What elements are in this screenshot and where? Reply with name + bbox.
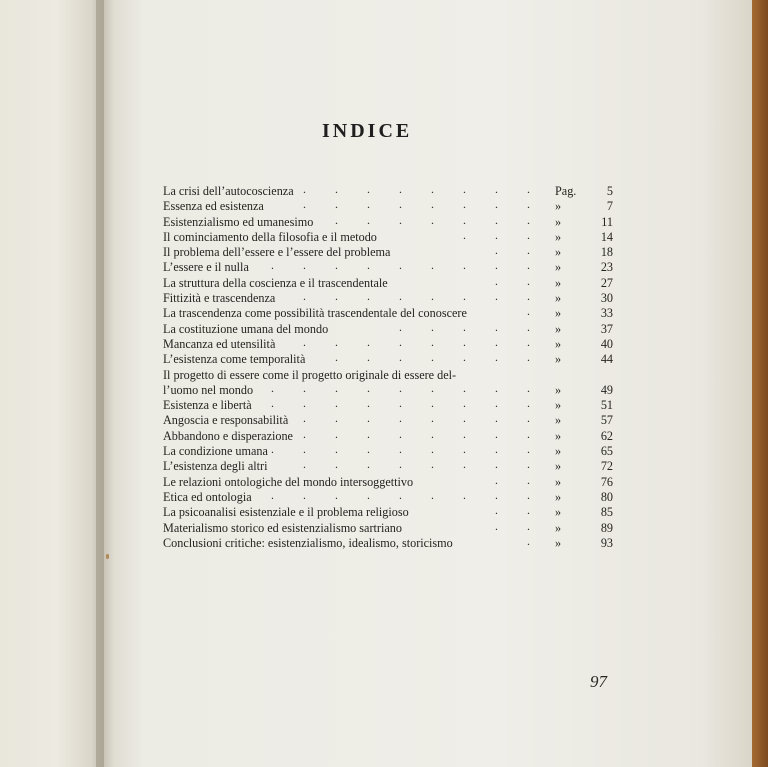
toc-entry (163, 487, 613, 505)
toc-entry-page: 33 (600, 306, 613, 321)
toc-entry (163, 260, 613, 275)
toc-entry-prefix: » (555, 444, 562, 459)
toc-entry-title: La struttura della coscienza e il trascendentale (163, 275, 388, 290)
toc-entry-prefix: » (555, 260, 562, 275)
toc-entry (163, 505, 613, 520)
page-number: 97 (590, 672, 607, 691)
toc-entry-title: Esistenzialismo ed umanesimo (163, 214, 314, 229)
toc-entry-title: L’esistenza degli altri (163, 459, 268, 474)
page-edge (752, 0, 768, 767)
toc-entry-prefix: » (555, 214, 562, 229)
toc-entry-leader: . . . . . . . . (303, 289, 543, 304)
toc-entry-page: 85 (600, 505, 613, 520)
toc-entry-leader: . . (495, 503, 543, 518)
toc-entry-page: 89 (600, 520, 613, 535)
toc-entry-title: Il progetto di essere come il progetto originale di essere del- (163, 367, 457, 382)
toc-entry-page: 23 (600, 260, 613, 275)
toc-entry-title: La psicoanalisi esistenziale e il problema religioso (163, 505, 409, 520)
toc-entry-page: 14 (600, 229, 613, 244)
toc-entry-leader: . . . . . . . . (303, 411, 543, 426)
toc-entry-leader: . (527, 304, 543, 319)
toc-entry (163, 352, 613, 367)
toc-entry-prefix: » (555, 306, 562, 321)
toc-entry-prefix: » (555, 520, 562, 535)
toc-entry-prefix: » (555, 291, 562, 306)
toc-entry-prefix: » (555, 321, 562, 336)
toc-entry-title: Materialismo storico ed esistenzialismo sartriano (163, 520, 402, 535)
toc-entry-page: 37 (600, 321, 613, 336)
toc-entry-page: 72 (600, 459, 613, 474)
toc-entry-page: 51 (600, 398, 613, 413)
toc-entry-page: 11 (601, 214, 613, 229)
toc-entry-leader: . . . . . . . . (303, 426, 543, 441)
toc-entry-prefix: » (555, 245, 562, 260)
toc-entry-prefix: » (555, 505, 562, 520)
toc-entry-leader: . . . . . . . . . (271, 487, 543, 502)
toc-entry-leader: . . . . . . . (335, 350, 543, 365)
toc-entry-prefix: » (555, 535, 562, 550)
toc-entry-title: Abbandono e disperazione (163, 428, 293, 443)
toc-entry-leader: . . (495, 243, 543, 258)
toc-entry-title: La trascendenza come possibilità trascendentale del conoscere (163, 306, 467, 321)
toc-entry-leader: . . (495, 472, 543, 487)
toc-entry-leader: . . (495, 518, 543, 533)
toc-entry-prefix: » (555, 489, 562, 504)
toc-entry-title: Esistenza e libertà (163, 398, 252, 413)
toc-entry-title: Il problema dell’essere e l’essere del problema (163, 245, 391, 260)
toc-entry-leader: . (527, 533, 543, 548)
toc-entry-title: Fittizità e trascendenza (163, 291, 276, 306)
toc-entry-title: L’esistenza come temporalità (163, 352, 306, 367)
toc-entry-prefix: » (555, 275, 562, 290)
toc-entry-prefix: » (555, 413, 562, 428)
toc-entry-title: La crisi dell’autocoscienza (163, 184, 294, 198)
toc-entry-title: La condizione umana (163, 444, 268, 459)
toc-entry-prefix: » (555, 474, 562, 489)
toc-entry-prefix: » (555, 336, 562, 351)
toc-entry-leader: . . . . . . . . . (271, 396, 543, 411)
toc-entry-title: Conclusioni critiche: esistenzialismo, idealismo, storicismo (163, 535, 453, 550)
toc-entry-page: 7 (606, 199, 613, 214)
toc-entry-title: Le relazioni ontologiche del mondo intersoggettivo (163, 474, 414, 489)
toc-entry-page: 65 (600, 444, 613, 459)
toc-entry-page: 49 (600, 382, 613, 397)
toc-entry-title: Angoscia e responsabilità (163, 413, 289, 428)
book-gutter (96, 0, 114, 767)
toc-entry-page: 93 (600, 535, 613, 550)
toc-entry-page: 44 (600, 352, 613, 367)
toc-entry-prefix: » (555, 382, 562, 397)
toc-entry (163, 459, 613, 474)
toc-entry-title: Mancanza ed utensilità (163, 336, 276, 351)
toc-entry (163, 291, 613, 306)
toc-entry-page: 57 (600, 413, 613, 428)
toc-entry-page: 62 (600, 428, 613, 443)
toc-entry-prefix: » (555, 428, 562, 443)
toc-entry-title: L’essere e il nulla (163, 260, 249, 275)
toc-entry-leader: . . . . . . . . . (271, 442, 543, 457)
left-page (0, 0, 104, 767)
toc-entry (163, 227, 613, 245)
table-of-contents (163, 184, 613, 551)
toc-entry-leader: . . . . . . . . . (271, 258, 543, 273)
toc-entry (163, 306, 613, 321)
toc-entry-leader: . . . (463, 227, 543, 242)
toc-entry-page: 40 (600, 336, 613, 351)
paper-spot (106, 554, 109, 559)
toc-entry-title: La costituzione umana del mondo (163, 321, 329, 336)
toc-entry-leader: . . . . . (399, 319, 543, 334)
toc-entry-prefix: » (555, 229, 562, 244)
page-title: INDICE (322, 120, 413, 142)
toc-entry-leader: . . . . . . . . (303, 197, 543, 212)
toc-entry-title: Essenza ed esistenza (163, 199, 264, 214)
toc-entry-prefix: Pag. (555, 184, 577, 198)
toc-entry (163, 533, 613, 551)
toc-entry-prefix: » (555, 398, 562, 413)
toc-entry-leader: . . . . . . . . (303, 334, 543, 349)
toc-entry-prefix: » (555, 352, 562, 367)
toc-entry-page: 76 (600, 474, 613, 489)
toc-entry-page: 30 (600, 291, 613, 306)
toc-entry-page: 80 (600, 489, 613, 504)
toc-entry-leader: . . . . . . . . . (271, 380, 543, 395)
toc-entry-page: 5 (606, 184, 613, 198)
toc-entry (163, 518, 613, 536)
toc-entry (163, 212, 613, 230)
toc-entry-leader: . . (495, 273, 543, 288)
toc-entry-page: 27 (600, 275, 613, 290)
toc-entry-title: Il cominciamento della filosofia e il metodo (163, 229, 377, 244)
toc-entry-title: Etica ed ontologia (163, 489, 252, 504)
toc-entry-prefix: » (555, 459, 562, 474)
toc-entry-leader: . . . . . . . . (303, 182, 543, 196)
toc-entry-page: 18 (600, 245, 613, 260)
toc-entry-leader: . . . . . . . . (303, 457, 543, 472)
toc-entry-leader: . . . . . . . (335, 212, 543, 227)
toc-entry-title: l’uomo nel mondo (163, 382, 254, 397)
toc-entry-prefix: » (555, 199, 562, 214)
